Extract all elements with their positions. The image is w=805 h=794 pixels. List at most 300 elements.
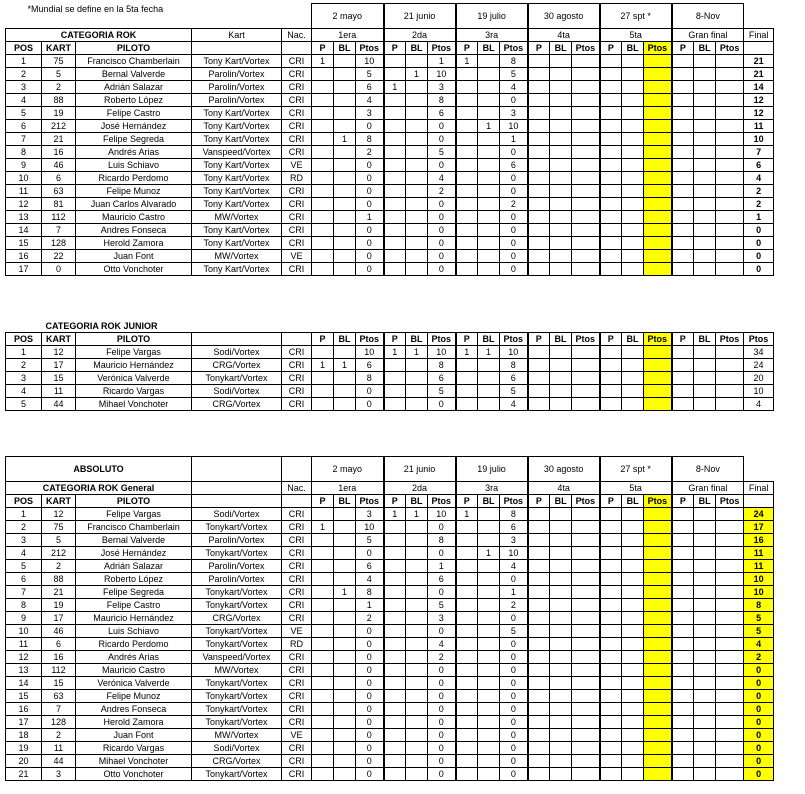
points-cell: [716, 599, 744, 612]
best-lap-cell: [478, 211, 500, 224]
best-lap-cell: [550, 94, 572, 107]
pole-cell: [600, 94, 622, 107]
points-cell: 0: [356, 263, 384, 276]
best-lap-cell: [694, 547, 716, 560]
best-lap-cell: [694, 677, 716, 690]
best-lap-cell: [478, 185, 500, 198]
kart-brand-cell: Tonykart/Vortex: [192, 625, 282, 638]
best-lap-cell: [694, 237, 716, 250]
best-lap-cell: [478, 560, 500, 573]
pos-cell: 6: [6, 573, 42, 586]
pole-cell: [456, 398, 478, 411]
best-lap-cell: [406, 586, 428, 599]
best-lap-cell: [478, 94, 500, 107]
points-cell: 0: [500, 755, 528, 768]
pos-cell: 2: [6, 521, 42, 534]
pole-cell: [600, 55, 622, 68]
pole-cell: [384, 716, 406, 729]
round-name: 5ta: [600, 482, 672, 495]
round-name: Gran final: [672, 482, 744, 495]
points-cell: [716, 120, 744, 133]
points-cell: 8: [356, 586, 384, 599]
points-cell-highlight: [644, 372, 672, 385]
points-cell-highlight: [644, 81, 672, 94]
pole-cell: [384, 211, 406, 224]
pos-cell: 5: [6, 107, 42, 120]
pole-cell: [312, 677, 334, 690]
table-row: [6, 346, 774, 359]
points-cell: [572, 729, 600, 742]
pole-cell: [384, 768, 406, 781]
best-lap-cell: [622, 664, 644, 677]
round-date: 2 mayo: [312, 4, 384, 29]
points-cell: 0: [500, 768, 528, 781]
points-cell: [572, 599, 600, 612]
pole-cell: [672, 133, 694, 146]
best-lap-cell: [550, 185, 572, 198]
points-cell: 5: [428, 146, 456, 159]
pos-cell: 2: [6, 359, 42, 372]
best-lap-cell: [334, 372, 356, 385]
empty-cell: [192, 457, 282, 482]
points-cell: 1: [500, 133, 528, 146]
nationality-cell: CRI: [282, 677, 312, 690]
points-cell: 8: [500, 359, 528, 372]
pole-cell: [384, 237, 406, 250]
points-cell: [716, 211, 744, 224]
best-lap-cell: [550, 120, 572, 133]
points-header: Ptos: [572, 333, 600, 346]
best-lap-cell: [550, 690, 572, 703]
pole-cell: [672, 372, 694, 385]
kart-brand-cell: Tonykart/Vortex: [192, 768, 282, 781]
driver-name-cell: Ricardo Vargas: [76, 742, 192, 755]
points-cell: 0: [500, 677, 528, 690]
points-cell: 6: [356, 359, 384, 372]
points-cell: 3: [428, 81, 456, 94]
pole-cell: [312, 372, 334, 385]
points-cell-highlight: [644, 729, 672, 742]
best-lap-cell: [406, 612, 428, 625]
best-lap-cell: [694, 586, 716, 599]
best-lap-cell: [694, 703, 716, 716]
points-cell: [716, 729, 744, 742]
best-lap-cell: [550, 664, 572, 677]
best-lap-cell: [694, 107, 716, 120]
pole-cell: [384, 359, 406, 372]
pole-cell: [528, 359, 550, 372]
nationality-cell: CRI: [282, 133, 312, 146]
pole-cell: [384, 120, 406, 133]
best-lap-cell: [550, 250, 572, 263]
points-cell: [572, 68, 600, 81]
empty-cell: [744, 457, 774, 482]
nationality-cell: RD: [282, 172, 312, 185]
kart-number-cell: 6: [42, 638, 76, 651]
points-cell: 0: [428, 521, 456, 534]
best-lap-cell: [550, 159, 572, 172]
kart-number-cell: 212: [42, 547, 76, 560]
points-cell: 0: [500, 263, 528, 276]
kart-brand-cell: Parolin/Vortex: [192, 534, 282, 547]
pole-cell: [312, 664, 334, 677]
points-cell: [716, 81, 744, 94]
pos-header: POS: [6, 495, 42, 508]
pole-cell: [672, 81, 694, 94]
kart-brand-cell: Vanspeed/Vortex: [192, 651, 282, 664]
points-cell: 0: [356, 638, 384, 651]
kart-brand-cell: Tony Kart/Vortex: [192, 224, 282, 237]
best-lap-cell: [622, 703, 644, 716]
final-points-cell: 11: [744, 560, 774, 573]
best-lap-cell: [334, 55, 356, 68]
final-points-cell: 2: [744, 198, 774, 211]
final-points-cell: 12: [744, 94, 774, 107]
best-lap-cell: [550, 768, 572, 781]
points-cell: [572, 534, 600, 547]
kart-number-cell: 2: [42, 560, 76, 573]
table-row: [6, 146, 774, 159]
points-header: Ptos: [356, 42, 384, 55]
pole-cell: [456, 94, 478, 107]
best-lap-cell: [478, 703, 500, 716]
pole-cell: [600, 560, 622, 573]
points-cell: 8: [428, 359, 456, 372]
pole-cell: [456, 612, 478, 625]
final-points-cell: 10: [744, 586, 774, 599]
round-name: 2da: [384, 29, 456, 42]
driver-name-cell: Bernal Valverde: [76, 68, 192, 81]
best-lap-cell: [478, 159, 500, 172]
pole-cell: [456, 742, 478, 755]
round-date: 19 julio: [456, 457, 528, 482]
pole-cell: 1: [384, 81, 406, 94]
best-lap-cell: [550, 742, 572, 755]
points-cell: [572, 638, 600, 651]
points-cell-highlight: [644, 211, 672, 224]
round-date: 21 junio: [384, 4, 456, 29]
pos-cell: 17: [6, 716, 42, 729]
points-header: Ptos: [644, 495, 672, 508]
pole-cell: [456, 521, 478, 534]
pole-cell: [672, 185, 694, 198]
pole-cell: 1: [384, 346, 406, 359]
best-lap-cell: 1: [406, 346, 428, 359]
final-points-cell: 12: [744, 107, 774, 120]
pole-cell: [528, 224, 550, 237]
driver-name-cell: Ricardo Perdomo: [76, 172, 192, 185]
best-lap-cell: [406, 120, 428, 133]
best-lap-header: BL: [550, 495, 572, 508]
best-lap-cell: [334, 172, 356, 185]
nationality-cell: CRI: [282, 612, 312, 625]
points-cell: 0: [428, 586, 456, 599]
kart-brand-cell: Sodi/Vortex: [192, 385, 282, 398]
best-lap-cell: [694, 359, 716, 372]
points-cell: 0: [356, 159, 384, 172]
points-cell-highlight: [644, 755, 672, 768]
pole-cell: [528, 398, 550, 411]
best-lap-cell: [334, 211, 356, 224]
driver-name-cell: Herold Zamora: [76, 716, 192, 729]
pos-cell: 19: [6, 742, 42, 755]
pole-cell: [600, 237, 622, 250]
points-cell: 0: [356, 742, 384, 755]
pole-cell: [528, 172, 550, 185]
best-lap-cell: [550, 586, 572, 599]
pole-cell: [456, 359, 478, 372]
best-lap-cell: [550, 716, 572, 729]
best-lap-cell: [406, 224, 428, 237]
best-lap-cell: [694, 664, 716, 677]
best-lap-cell: [622, 68, 644, 81]
pole-cell: [528, 664, 550, 677]
best-lap-cell: [622, 599, 644, 612]
empty-cell: [282, 4, 312, 29]
points-cell: 0: [428, 211, 456, 224]
best-lap-cell: [550, 599, 572, 612]
best-lap-cell: [478, 638, 500, 651]
pole-cell: [672, 385, 694, 398]
points-cell: 5: [500, 625, 528, 638]
points-cell-highlight: [644, 612, 672, 625]
points-header: Ptos: [428, 495, 456, 508]
points-cell: 0: [500, 690, 528, 703]
table-row: [6, 263, 774, 276]
pole-cell: [456, 224, 478, 237]
best-lap-cell: [550, 547, 572, 560]
points-cell: [716, 716, 744, 729]
round-date: 8-Nov: [672, 4, 744, 29]
pole-cell: [456, 755, 478, 768]
best-lap-header: BL: [694, 495, 716, 508]
points-cell-highlight: [644, 133, 672, 146]
points-cell-highlight: [644, 120, 672, 133]
best-lap-cell: [550, 359, 572, 372]
pole-cell: [456, 159, 478, 172]
kart-number-cell: 21: [42, 586, 76, 599]
points-cell-highlight: [644, 547, 672, 560]
best-lap-cell: [334, 385, 356, 398]
best-lap-cell: [478, 81, 500, 94]
final-points-cell: 10: [744, 133, 774, 146]
best-lap-cell: [694, 94, 716, 107]
round-date: 30 agosto: [528, 457, 600, 482]
points-cell: 0: [500, 664, 528, 677]
pole-cell: [456, 703, 478, 716]
points-cell-highlight: [644, 185, 672, 198]
round-date: 30 agosto: [528, 4, 600, 29]
best-lap-cell: [478, 198, 500, 211]
kart-number-cell: 88: [42, 94, 76, 107]
points-cell: 5: [500, 68, 528, 81]
pole-cell: [384, 107, 406, 120]
points-cell: 3: [500, 534, 528, 547]
driver-name-cell: Roberto López: [76, 94, 192, 107]
points-cell: [572, 198, 600, 211]
points-cell: [572, 385, 600, 398]
pole-cell: [312, 94, 334, 107]
best-lap-cell: [550, 107, 572, 120]
pole-cell: [384, 651, 406, 664]
points-cell: 0: [356, 185, 384, 198]
empty-cell: [192, 333, 282, 346]
kart-number-cell: 2: [42, 81, 76, 94]
points-cell-highlight: [644, 664, 672, 677]
best-lap-cell: [550, 224, 572, 237]
best-lap-cell: [622, 55, 644, 68]
pole-cell: [528, 599, 550, 612]
pole-cell: [672, 120, 694, 133]
best-lap-cell: [622, 372, 644, 385]
kart-header: KART: [42, 42, 76, 55]
points-cell-highlight: [644, 768, 672, 781]
points-cell: 0: [428, 250, 456, 263]
pole-cell: [528, 729, 550, 742]
points-cell: 0: [428, 133, 456, 146]
best-lap-cell: [478, 372, 500, 385]
table-row: [6, 690, 774, 703]
points-cell: 3: [500, 107, 528, 120]
pos-cell: 11: [6, 638, 42, 651]
best-lap-cell: [478, 55, 500, 68]
points-cell: [572, 573, 600, 586]
best-lap-cell: [406, 742, 428, 755]
best-lap-cell: [406, 385, 428, 398]
best-lap-cell: [478, 250, 500, 263]
best-lap-cell: 1: [406, 508, 428, 521]
nationality-cell: CRI: [282, 586, 312, 599]
kart-brand-cell: Tonykart/Vortex: [192, 638, 282, 651]
points-cell: 2: [356, 612, 384, 625]
kart-number-cell: 16: [42, 146, 76, 159]
points-cell: 0: [356, 250, 384, 263]
best-lap-cell: [622, 677, 644, 690]
points-cell: [572, 742, 600, 755]
final-points-cell: 4: [744, 172, 774, 185]
points-cell: 10: [500, 547, 528, 560]
best-lap-cell: [622, 573, 644, 586]
points-cell: 5: [428, 599, 456, 612]
points-cell: [572, 120, 600, 133]
best-lap-cell: 1: [478, 547, 500, 560]
pole-cell: [384, 625, 406, 638]
kart-brand-cell: Parolin/Vortex: [192, 573, 282, 586]
best-lap-cell: 1: [334, 133, 356, 146]
best-lap-cell: [334, 755, 356, 768]
pole-cell: [672, 107, 694, 120]
points-cell: 4: [500, 81, 528, 94]
pole-cell: [528, 508, 550, 521]
best-lap-cell: [622, 133, 644, 146]
points-cell: 4: [356, 94, 384, 107]
empty-cell: [384, 320, 456, 333]
best-lap-cell: [550, 521, 572, 534]
points-cell: [716, 508, 744, 521]
best-lap-header: BL: [622, 42, 644, 55]
pole-cell: [456, 250, 478, 263]
points-cell-highlight: [644, 250, 672, 263]
points-cell: [716, 768, 744, 781]
best-lap-cell: [622, 172, 644, 185]
final-points-cell: 0: [744, 237, 774, 250]
points-cell: [716, 547, 744, 560]
pole-cell: [672, 716, 694, 729]
pole-header: P: [528, 42, 550, 55]
points-cell: 1: [428, 560, 456, 573]
pole-cell: [384, 172, 406, 185]
points-cell-highlight: [644, 625, 672, 638]
points-cell: [716, 521, 744, 534]
points-cell: [572, 398, 600, 411]
best-lap-cell: [622, 81, 644, 94]
points-cell: 10: [356, 55, 384, 68]
final-header: [744, 495, 774, 508]
kart-number-cell: 63: [42, 690, 76, 703]
pole-cell: [600, 385, 622, 398]
empty-cell: [456, 320, 528, 333]
pole-cell: [384, 133, 406, 146]
driver-name-cell: Bernal Valverde: [76, 534, 192, 547]
final-points-cell: 2: [744, 185, 774, 198]
pole-cell: [312, 729, 334, 742]
kart-brand-cell: Parolin/Vortex: [192, 68, 282, 81]
driver-name-cell: Luis Schiavo: [76, 625, 192, 638]
pole-cell: [672, 237, 694, 250]
pole-cell: [672, 612, 694, 625]
pole-cell: [312, 237, 334, 250]
best-lap-cell: [334, 703, 356, 716]
points-cell: 10: [428, 346, 456, 359]
pole-cell: [528, 716, 550, 729]
best-lap-cell: [694, 768, 716, 781]
pos-cell: 1: [6, 508, 42, 521]
best-lap-cell: [406, 107, 428, 120]
kart-brand-cell: MW/Vortex: [192, 250, 282, 263]
pole-cell: [456, 263, 478, 276]
best-lap-cell: [406, 690, 428, 703]
round-date: 27 spt *: [600, 4, 672, 29]
points-cell: 10: [500, 120, 528, 133]
pole-cell: [312, 755, 334, 768]
best-lap-cell: [334, 94, 356, 107]
points-cell: [716, 250, 744, 263]
pole-cell: [672, 625, 694, 638]
driver-name-cell: Juan Font: [76, 729, 192, 742]
pole-cell: [528, 703, 550, 716]
pole-cell: [456, 768, 478, 781]
pole-header: P: [600, 333, 622, 346]
pole-cell: [672, 198, 694, 211]
pole-cell: [384, 703, 406, 716]
best-lap-cell: [406, 250, 428, 263]
points-header: Ptos: [572, 42, 600, 55]
final-points-cell: 14: [744, 81, 774, 94]
pole-cell: [672, 263, 694, 276]
pole-cell: [672, 729, 694, 742]
points-cell: [716, 55, 744, 68]
best-lap-cell: [478, 755, 500, 768]
best-lap-cell: [478, 398, 500, 411]
table-row: [6, 755, 774, 768]
pole-cell: [456, 68, 478, 81]
pole-cell: [600, 224, 622, 237]
points-cell-highlight: [644, 508, 672, 521]
points-cell: [572, 625, 600, 638]
pole-cell: [384, 690, 406, 703]
points-cell: 3: [428, 612, 456, 625]
best-lap-cell: [478, 742, 500, 755]
